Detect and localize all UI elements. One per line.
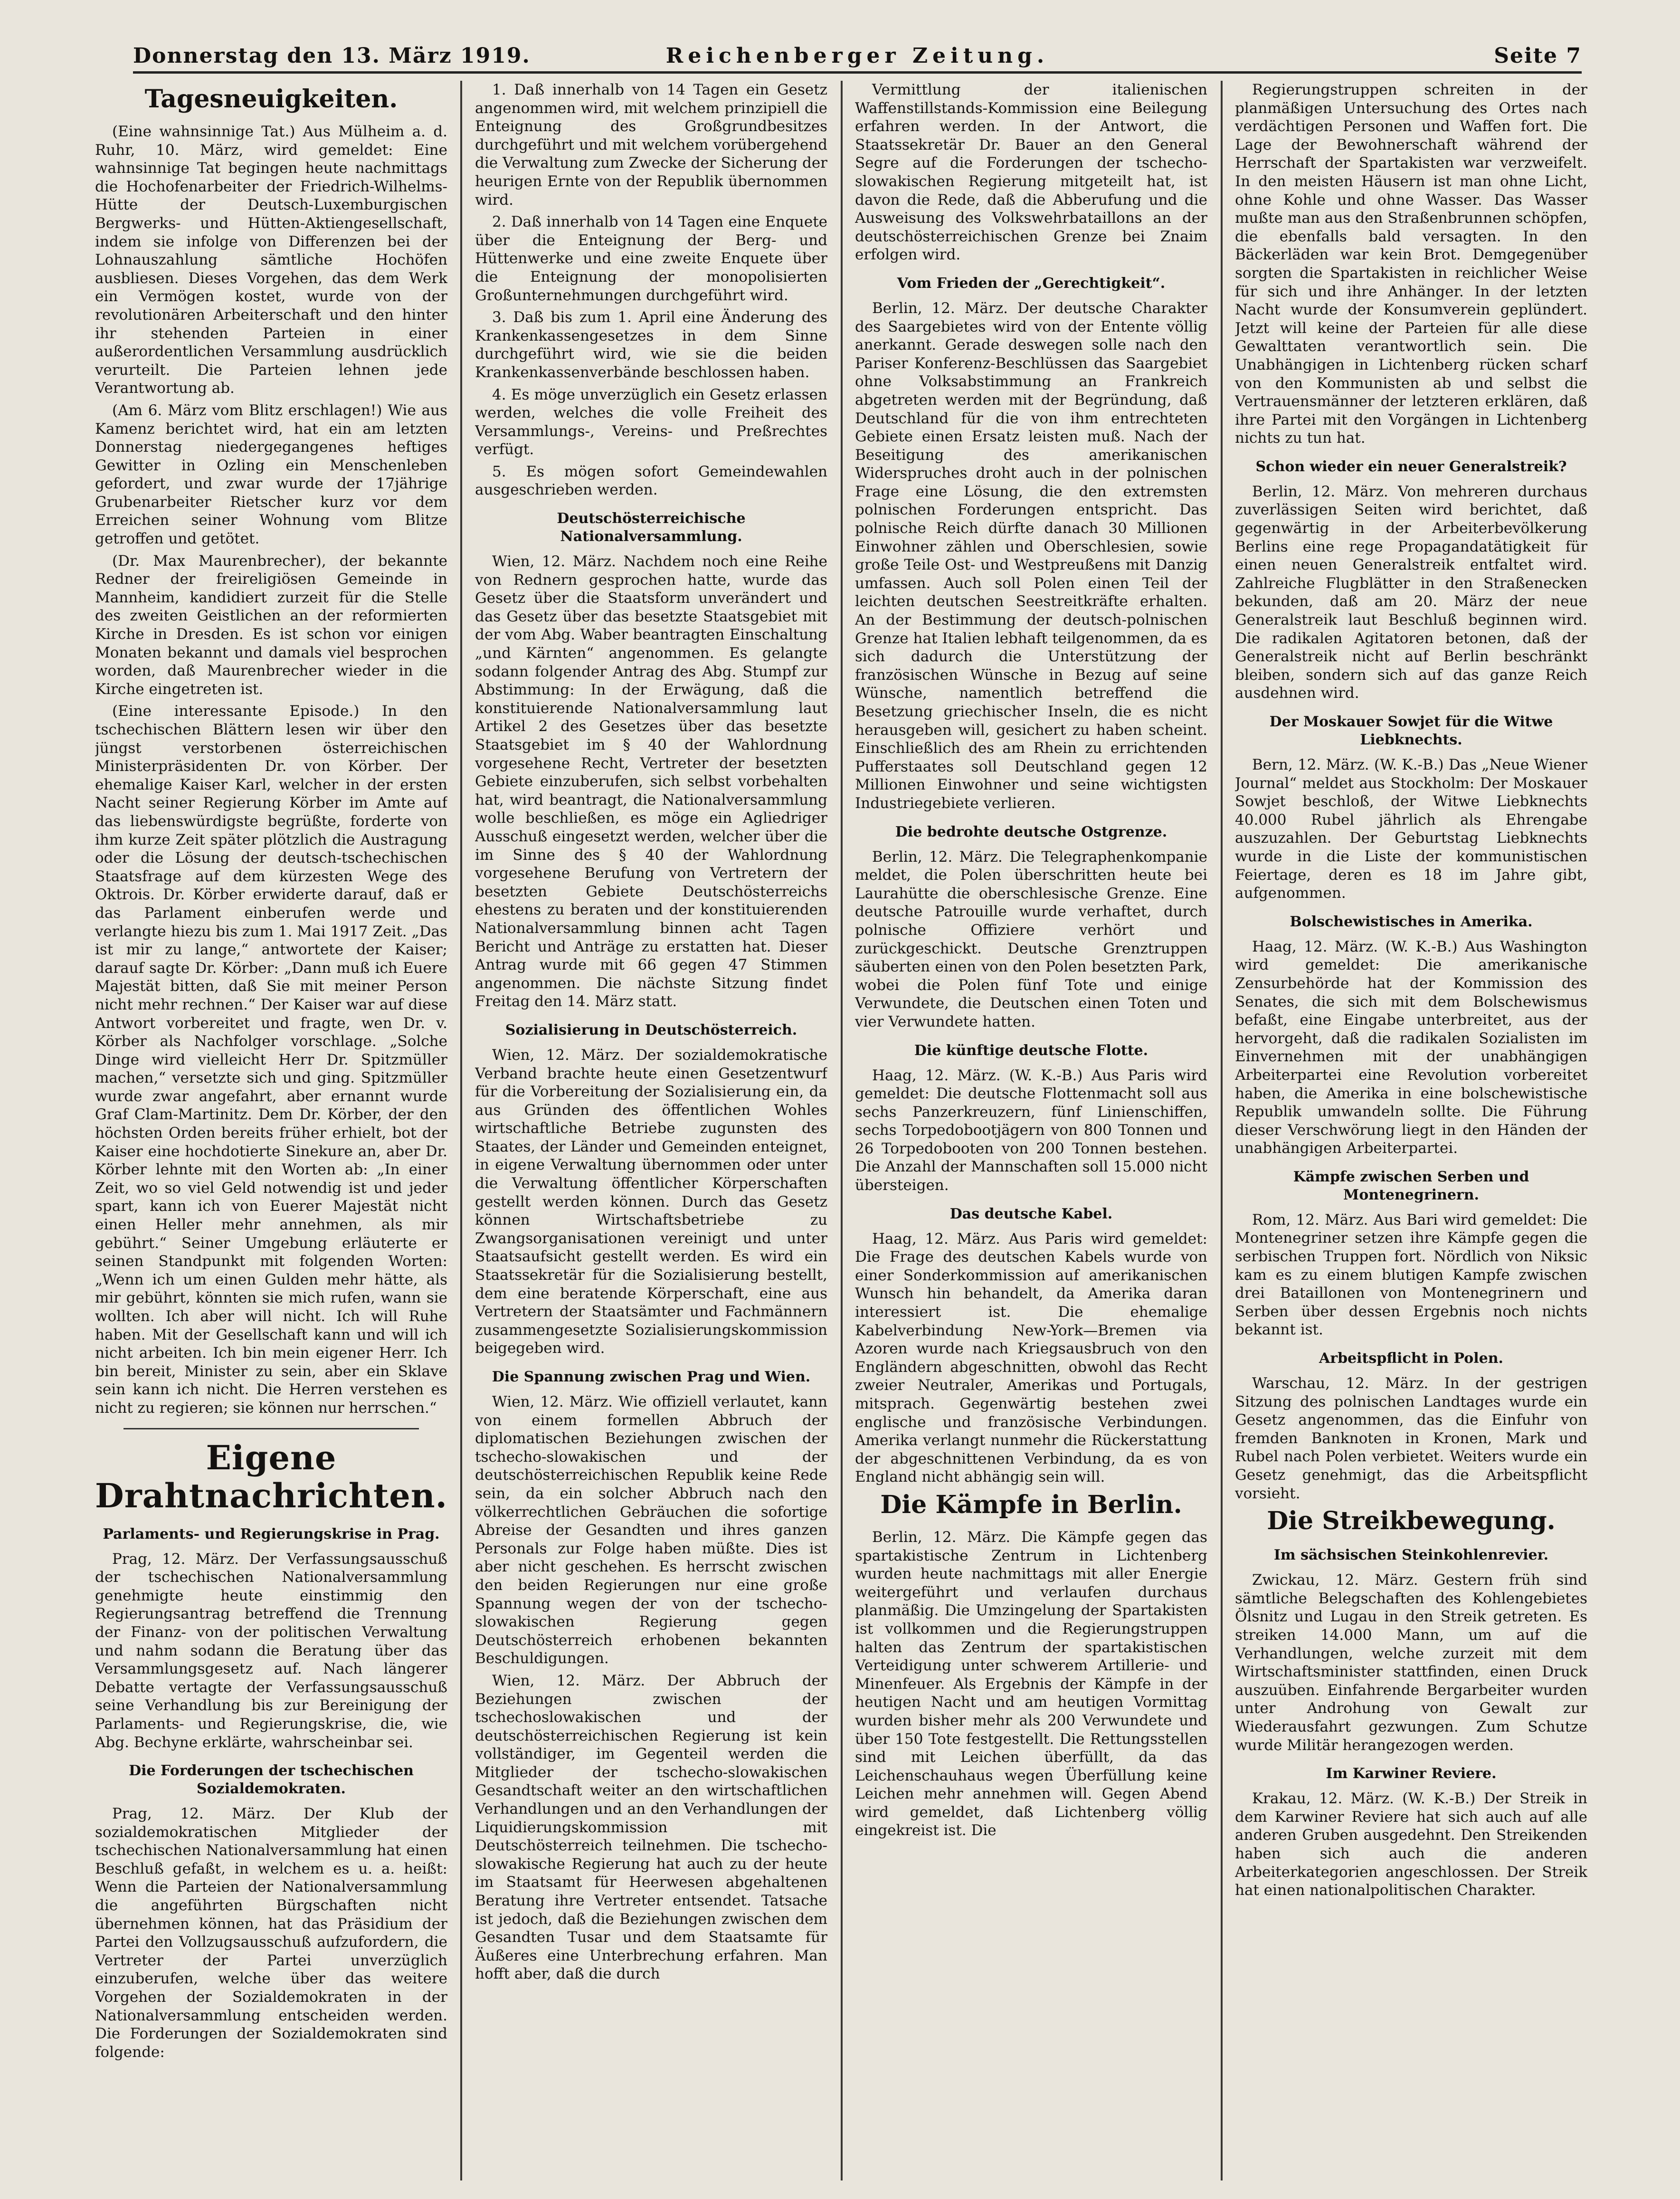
- column-2: [475, 81, 827, 2180]
- section-heading: Die Kämpfe in Berlin.: [880, 1490, 1182, 1519]
- article-paragraph: (Am 6. März vom Blitz erschlagen!) Wie aus Kamenz berichtet wird, hat ein am letzten Donnerstag niedergegangenes heftiges Gewitter in Ozling ein Menschenleben gefordert, und zwar wurde der 17jährige Grubenarbeiter Rietscher kurz vor dem Erreichen seiner Wohnung vom Blitze getroffen und getötet.: [95, 401, 447, 548]
- article-paragraph: Berlin, 12. März. Von mehreren durchaus zuverlässigen Seiten wird berichtet, daß gegenwärtig in der Arbeiterbevölkerung Berlins eine rege Propagandatätigkeit für einen neuen Generalstreik entfaltet wird. Zahlreiche Flugblätter in den Straßenecken bekunden, daß am 20. März der neue Generalstreik laut Beschluß beginnen wird. Die radikalen Agitatoren betonen, daß der Generalstreik nicht auf Berlin beschränkt bleiben, sondern sich auf das ganze Reich ausdehnen wird.: [1235, 483, 1587, 702]
- article-paragraph: Haag, 12. März. (W. K.-B.) Aus Washington wird gemeldet: Die amerikanische Zensurbehörde hat der Kommission des Senates, die sich mit dem Bolschewismus befaßt, eine Eingabe unterbreitet, aus der hervorgeht, daß die radikalen Sozialisten im Einvernehmen mit der unabhängigen Arbeiterpartei eine Revolution vorbereitet haben, die Amerika in eine bolschewistische Republik umwandeln sollte. Die Führung dieser Verschwörung liegt in den Händen der unabhängigen Arbeiterpartei.: [1235, 938, 1587, 1157]
- article-heading: Parlaments- und Regierungskrise in Prag.: [103, 1525, 440, 1542]
- article-paragraph: 1. Daß innerhalb von 14 Tagen ein Gesetz angenommen wird, mit welchem prinzipiell die Enteignung des Großgrundbesitzes durchgeführt und mit welchem vorübergehend die Verwaltung zum Zwecke der Sicherung der heurigen Ernte von der Republik übernommen wird.: [475, 81, 827, 209]
- column-rule: [460, 81, 462, 2180]
- article-paragraph: (Dr. Max Maurenbrecher), der bekannte Redner der freireligiösen Gemeinde in Mannheim, kandidiert zurzeit für die Stelle des zweiten Geistlichen an der reformierten Kirche in Dresden. Es ist schon vor einigen Monaten bekannt und damals viel besprochen worden, daß Maurenbrecher wieder in die Kirche eingetreten ist.: [95, 552, 447, 698]
- divider: [123, 1428, 419, 1429]
- article-paragraph: Berlin, 12. März. Die Kämpfe gegen das spartakistische Zentrum in Lichtenberg wurden heute nachmittags mit aller Energie weitergeführt und verlaufen durchaus planmäßig. Die Umzingelung der Spartakisten ist vollkommen und die Regierungstruppen halten das Zentrum der spartakistischen Verteidigung unter schwerem Artillerie- und Minenfeuer. Als Ergebnis der Kämpfe in der heutigen Nacht und am heutigen Vormittag wurden bisher mehr als 200 Verwundete und über 150 Tote festgestellt. Die Rettungsstellen sind mit Leichen überfüllt, da das Leichenschauhaus wegen Überfüllung keine Leichen mehr annehmen will. Gegen Abend wird gemeldet, daß Lichtenberg völlig eingekreist ist. Die: [855, 1528, 1207, 1839]
- article-paragraph: 2. Daß innerhalb von 14 Tagen eine Enquete über die Enteignung der Berg- und Hüttenwerke und eine zweite Enquete über die Enteignung der monopolisierten Großunternehmungen durchgeführt wird.: [475, 213, 827, 304]
- column-3: [855, 81, 1207, 2180]
- article-heading: Im Karwiner Reviere.: [1326, 1765, 1497, 1782]
- header-page-number: Seite 7: [1494, 44, 1582, 68]
- article-paragraph: Krakau, 12. März. (W. K.-B.) Der Streik in dem Karwiner Reviere hat sich auch auf alle anderen Gruben ausgedehnt. Den Streikenden haben sich auch die anderen Arbeiterkategorien angeschlossen. Der Streik hat einen nationalpolitischen Charakter.: [1235, 1790, 1587, 1899]
- article-heading: Arbeitspflicht in Polen.: [1319, 1350, 1503, 1367]
- article-heading: Bolschewistisches in Amerika.: [1290, 913, 1533, 930]
- article-heading: Im sächsischen Steinkohlenrevier.: [1273, 1547, 1549, 1564]
- article-paragraph: Haag, 12. März. (W. K.-B.) Aus Paris wird gemeldet: Die deutsche Flottenmacht soll aus sechs Panzerkreuzern, fünf Linienschiffen, sechs Torpedobootjägern von 800 Tonnen und 26 Torpedobooten von 200 Tonnen bestehen. Die Anzahl der Mannschaften soll 15.000 nicht übersteigen.: [855, 1066, 1207, 1194]
- article-paragraph: Berlin, 12. März. Die Telegraphenkompanie meldet, die Polen überschritten heute bei Laurahütte die oberschlesische Grenze. Eine deutsche Patrouille wurde verhaftet, durch polnische Offiziere verhört und zurückgeschickt. Deutsche Grenztruppen säuberten einen von den Polen besetzten Park, wobei die Polen fünf Tote und einige Verwundete, die Deutschen einen Toten und vier Verwundete hatten.: [855, 848, 1207, 1030]
- article-paragraph: Wien, 12. März. Nachdem noch eine Reihe von Rednern gesprochen hatte, wurde das Gesetz über die Staatsform unverändert und das Gesetz über das besetzte Staatsgebiet mit der vom Abg. Waber beantragten Einschaltung „und Kärnten“ angenommen. Es gelangte sodann folgender Antrag des Abg. Stumpf zur Abstimmung: In der Erwägung, daß die konstituierende Nationalversammlung laut Artikel 2 des Gesetzes über das besetzte Staatsgebiet im § 40 der Wahlordnung vorgesehene Recht, Vertreter der besetzten Gebiete einzuberufen, sich selbst vorbehalten hat, wird beantragt, die Nationalversammlung wolle beschließen, es möge ein Agliedriger Ausschuß eingesetzt werden, welcher über die im Sinne des § 40 der Wahlordnung vorgesehene Berufung von Vertretern der besetzten Gebiete Deutschösterreichs ehestens zu beraten und der konstituierenden Nationalversammlung binnen acht Tagen Bericht und Anträge zu erstatten hat. Dieser Antrag wurde mit 66 gegen 47 Stimmen angenommen. Die nächste Sitzung findet Freitag den 14. März statt.: [475, 553, 827, 1010]
- article-heading: Die Forderungen der tschechischen Sozialdemokraten.: [129, 1762, 414, 1798]
- article-paragraph: Berlin, 12. März. Der deutsche Charakter des Saargebietes wird von der Entente völlig anerkannt. Gerade deswegen solle nach den Pariser Konferenz-Beschlüssen das Saargebiet ohne Volksabstimmung an Frankreich abgetreten werden mit der Begründung, daß Deutschland für die von ihm entrechteten Gebiete einen Ersatz leisten muß. Nach der Beseitigung des amerikanischen Widerspruches droht auch in der polnischen Frage eine Lösung, die den extremsten polnischen Forderungen entspricht. Das polnische Reich dürfte danach 30 Millionen Einwohner zählen und Oberschlesien, sowie große Teile Ost- und Westpreußens mit Danzig umfassen. Auch soll Polen einen Teil der leichten deutschen Seestreitkräfte erhalten. An der Bestimmung der deutsch-polnischen Grenze hat Italien lebhaft teilgenommen, da es sich dadurch die Unterstützung der französischen Wünsche in Bezug auf seine Wünsche, namentlich betreffend die Besetzung griechischer Inseln, die es nicht herausgeben will, gesichert zu haben scheint. Einschließlich des am Rhein zu errichtenden Pufferstaates soll Deutschland gegen 12 Millionen Einwohner und seine wichtigsten Industriegebiete verlieren.: [855, 299, 1207, 812]
- section-heading: Tagesneuigkeiten.: [144, 85, 398, 114]
- article-paragraph: Rom, 12. März. Aus Bari wird gemeldet: Die Montenegriner setzen ihre Kämpfe gegen die serbischen Truppen fort. Nördlich von Niksic kam es zu einem blutigen Kampfe zwischen drei Bataillonen von Montenegrinern und Serben über dessen Ergebnis noch nichts bekannt ist.: [1235, 1211, 1587, 1339]
- article-heading: Vom Frieden der „Gerechtigkeit“.: [897, 275, 1166, 292]
- article-paragraph: (Eine wahnsinnige Tat.) Aus Mülheim a. d. Ruhr, 10. März, wird gemeldet: Eine wahnsinnige Tat begingen heute nachmittags die Hochofenarbeiter der Friedrich-Wilhelms-Hütte der Deutsch-Luxemburgischen Bergwerks- und Hütten-Aktiengesellschaft, indem sie infolge von Differenzen bei der Lohnauszahlung sämtliche Hochöfen ausbliesen. Dieses Vorgehen, das dem Werk ein Vermögen kostet, wurde von der revolutionären Arbeiterschaft und den hinter ihr stehenden Parteien in einer außerordentlichen Versammlung ausdrücklich verurteilt. Die Parteien lehnen jede Verantwortung ab.: [95, 123, 447, 397]
- article-paragraph: Prag, 12. März. Der Verfassungsausschuß der tschechischen Nationalversammlung genehmigte heute einstimmig den Regierungsantrag betreffend die Trennung der Finanz- von der politischen Verwaltung und nahm sodann die Beratung über das Versammlungsgesetz auf. Nach längerer Debatte vertagte der Verfassungsausschuß seine Verhandlung bis zur Bereinigung der Parlaments- und Regierungskrise, die, wie Abg. Bechyne erklärte, wahrscheinbar sei.: [95, 1550, 447, 1751]
- article-paragraph: Prag, 12. März. Der Klub der sozialdemokratischen Mitglieder der tschechischen Nationalversammlung hat einen Beschluß gefaßt, in welchem es u. a. heißt: Wenn die Parteien der Nationalversammlung die angeführten Bürgschaften nicht übernehmen können, hat das Präsidium der Partei den Vollzugsausschuß aufzufordern, die Vertreter der Partei unverzüglich einzuberufen, welche über das weitere Vorgehen der Sozialdemokraten in der Nationalversammlung entscheiden werden. Die Forderungen der Sozialdemokraten sind folgende:: [95, 1805, 447, 2061]
- column-rule: [1221, 81, 1223, 2180]
- column-1: [95, 81, 447, 2180]
- article-paragraph: Vermittlung der italienischen Waffenstillstands-Kommission eine Beilegung erfahren werden. In der Antwort, die Staatssekretär Dr. Bauer an den General Segre auf die Forderungen der tschecho-slowakischen Regierung mitgeteilt hat, ist davon die Rede, daß die Abberufung und die Ausweisung des Volkswehrbataillons an der deutschösterreichischen Grenze bei Znaim erfolgen wird.: [855, 81, 1207, 264]
- article-paragraph: Wien, 12. März. Wie offiziell verlautet, kann von einem formellen Abbruch der diplomatischen Beziehungen zwischen der tschecho-slowakischen und der deutschösterreichischen Republik keine Rede sein, da ein solcher Abbruch nach den völkerrechtlichen Gebräuchen die sofortige Abreise der Gesandten und ihres ganzen Personals zur Folge haben müßte. Dies ist aber nicht geschehen. Es herrscht zwischen den beiden Regierungen nur eine große Spannung wegen der von der tschecho-slowakischen Regierung gegen Deutschösterreich erhobenen bekannten Beschuldigungen.: [475, 1393, 827, 1667]
- section-heading-large: Eigene Drahtnachrichten.: [95, 1437, 447, 1515]
- article-heading: Kämpfe zwischen Serben und Montenegrinern.: [1293, 1168, 1529, 1203]
- article-paragraph: Haag, 12. März. Aus Paris wird gemeldet: Die Frage des deutschen Kabels wurde von einer Sonderkommission auf amerikanischen Wunsch hin behandelt, da Amerika daran interessiert ist. Die ehemalige Kabelverbindung New-York—Bremen via Azoren wurde nach Kriegsausbruch von den Engländern abgeschnitten, obwohl das Recht zweier Neutraler, Amerikas und Portugals, mitsprach. Gegenwärtig bestehen zwei englische und französische Verbindungen. Amerika verlangt nunmehr die Rückerstattung der abgeschnittenen Verbindung, da es von England nicht abhängig sein will.: [855, 1230, 1207, 1486]
- header-paper-title: Reichenberger Zeitung.: [665, 44, 1049, 68]
- article-heading: Schon wieder ein neuer Generalstreik?: [1255, 458, 1567, 475]
- article-paragraph: 3. Daß bis zum 1. April eine Änderung des Krankenkassengesetzes in dem Sinne durchgeführt wird, wie sie die beiden Krankenkassenverbände beschlossen haben.: [475, 309, 827, 381]
- article-paragraph: 4. Es möge unverzüglich ein Gesetz erlassen werden, welches die volle Freiheit des Versammlungs-, Vereins- und Preßrechtes verfügt.: [475, 386, 827, 458]
- article-paragraph: Wien, 12. März. Der Abbruch der Beziehungen zwischen der tschechoslowakischen und der deutschösterreichischen Regierung ist kein vollständiger, im Gegenteil werden die Mitglieder der tschecho-slowakischen Gesandtschaft weiter an den wirtschaftlichen Verhandlungen und an den Verhandlungen der Liquidierungskommission mit Deutschösterreich teilnehmen. Die tschecho-slowakische Regierung hat auch zu der heute im Staatsamt für Heerwesen abgehaltenen Beratung ihre Vertreter entsendet. Tatsache ist jedoch, daß die Beziehungen zwischen dem Gesandten Tusar und dem Staatsamte für Äußeres eine Unterbrechung erfahren. Man hofft aber, daß die durch: [475, 1672, 827, 1983]
- article-heading: Deutschösterreichische Nationalversammlung.: [557, 510, 746, 545]
- article-paragraph: Zwickau, 12. März. Gestern früh sind sämtliche Belegschaften des Kohlengebietes Ölsnitz und Lugau in den Streik getreten. Es streiken 14.000 Mann, um auf die Verhandlungen, welche zurzeit mit dem Wirtschaftsminister stattfinden, einen Druck auszuüben. Einfahrende Bergarbeiter wurden unter Androhung von Gewalt zur Wiederausfahrt gezwungen. Zum Schutze wurde Militär herangezogen werden.: [1235, 1571, 1587, 1754]
- column-4: [1235, 81, 1587, 2180]
- article-heading: Die Spannung zwischen Prag und Wien.: [492, 1369, 811, 1385]
- header-date: Donnerstag den 13. März 1919.: [133, 44, 531, 68]
- section-heading: Die Streikbewegung.: [1267, 1506, 1556, 1536]
- column-rule: [841, 81, 843, 2180]
- article-heading: Die bedrohte deutsche Ostgrenze.: [895, 823, 1167, 840]
- article-paragraph: Regierungstruppen schreiten in der planmäßigen Untersuchung des Ortes nach verdächtigen Personen und Waffen fort. Die Lage der Bewohnerschaft während der Herrschaft der Spartakisten war verzweifelt. In den meisten Häusern ist man ohne Licht, ohne Kohle und ohne Wasser. Das Wasser mußte man aus den Straßenbrunnen schöpfen, die ebenfalls bald versagten. In den Bäckerläden war kein Brot. Demgegenüber sorgten die Spartakisten in reichlicher Weise für sich und ihre Anhänger. In der letzten Nacht wurde der Konsumverein geplündert. Jetzt will keine der Parteien für alle diese Gewalttaten verantwortlich sein. Die Unabhängigen in Lichtenberg rücken scharf von den Kommunisten ab und selbst die Vertrauensmänner der letzteren erklären, daß ihre Partei mit den Vorgängen in Lichtenberg nichts zu tun hat.: [1235, 81, 1587, 447]
- page-header: [133, 44, 1582, 74]
- article-heading: Der Moskauer Sowjet für die Witwe Liebknechts.: [1269, 714, 1553, 748]
- article-paragraph: Bern, 12. März. (W. K.-B.) Das „Neue Wiener Journal“ meldet aus Stockholm: Der Moskauer Sowjet beschloß, der Witwe Liebknechts 40.000 Rubel jährlich als Ehrengabe auszuzahlen. Der Geburtstag Liebknechts wurde in die Liste der kommunistischen Feiertage, deren es 18 im Jahre gibt, aufgenommen.: [1235, 756, 1587, 902]
- article-heading: Sozialisierung in Deutschösterreich.: [505, 1021, 797, 1038]
- article-paragraph: 5. Es mögen sofort Gemeindewahlen ausgeschrieben werden.: [475, 463, 827, 499]
- article-paragraph: Warschau, 12. März. In der gestrigen Sitzung des polnischen Landtages wurde ein Gesetz angenommen, das die Einfuhr von fremden Banknoten in Kronen, Mark und Rubel nach Polen verbietet. Weiters wurde ein Gesetz genehmigt, das die Arbeitspflicht vorsieht.: [1235, 1375, 1587, 1502]
- article-heading: Das deutsche Kabel.: [949, 1205, 1113, 1222]
- article-paragraph: Wien, 12. März. Der sozialdemokratische Verband brachte heute einen Gesetzentwurf für die Vorbereitung der Sozialisierung ein, da aus Gründen des öffentlichen Wohles wirtschaftliche Betriebe zugunsten des Staates, der Länder und Gemeinden enteignet, in eigene Verwaltung übernommen oder unter die Verwaltung öffentlicher Körperschaften gestellt werden können. Durch das Gesetz können Wirtschaftsbetriebe zu Zwangsorganisationen vereinigt und unter Staatsaufsicht gestellt werden. Es wird ein Staatssekretär für die Sozialisierung bestellt, dem eine beratende Körperschaft, eine aus Vertretern der Staatsämter und Fachmännern zusammengesetzte Sozialisierungskommission beigegeben wird.: [475, 1046, 827, 1357]
- article-heading: Die künftige deutsche Flotte.: [914, 1042, 1148, 1059]
- article-paragraph: (Eine interessante Episode.) In den tschechischen Blättern lesen wir über den jüngst verstorbenen österreichischen Ministerpräsidenten Dr. von Körber. Der ehemalige Kaiser Karl, welcher in der ersten Nacht seiner Regierung Körber im Amte auf das liebenswürdigste begrüßte, forderte von ihm kurze Zeit später plötzlich die Austragung oder die Lösung der deutsch-tschechischen Staatsfrage auf dem kürzesten Wege des Oktrois. Dr. Körber erwiderte darauf, daß er das Parlament einberufen werde und verlangte hiezu bis zum 1. Mai 1917 Zeit. „Das ist mir zu lange,“ antwortete der Kaiser; darauf sagte Dr. Körber: „Dann muß ich Euere Majestät bitten, daß Sie mit meiner Person nicht mehr rechnen.“ Der Kaiser war auf diese Antwort vorbereitet und fragte, wen Dr. v. Körber als Nachfolger vorschlage. „Solche Dinge wird vielleicht Herr Dr. Spitzmüller machen,“ versetzte sich und ging. Spitzmüller wurde zwar angefahrt, aber ernannt wurde Graf Clam-Martinitz. Dem Dr. Körber, der den höchsten Orden bereits früher erhielt, bot der Kaiser eine hochdotierte Sinekure an, aber Dr. Körber lehnte mit den Worten ab: „In einer Zeit, wo so viel Geld notwendig ist und jeder spart, kann ich von Euerer Majestät nicht einen Heller mehr annehmen, als mir gebührt.“ Seiner Umgebung erläuterte er seinen Standpunkt mit folgenden Worten: „Wenn ich um einen Gulden mehr hätte, als mir gebührt, könnten sie mich rufen, wann sie wollten. Ich aber will nicht. Ich will Ruhe haben. Mit der Gesellschaft kann und will ich nicht arbeiten. Ich bin mein eigener Herr. Ich bin bereit, Minister zu sein, aber ein Sklave sein kann ich nicht. Die Herren verstehen es nicht zu regieren; sie können nur herrschen.“: [95, 703, 447, 1417]
